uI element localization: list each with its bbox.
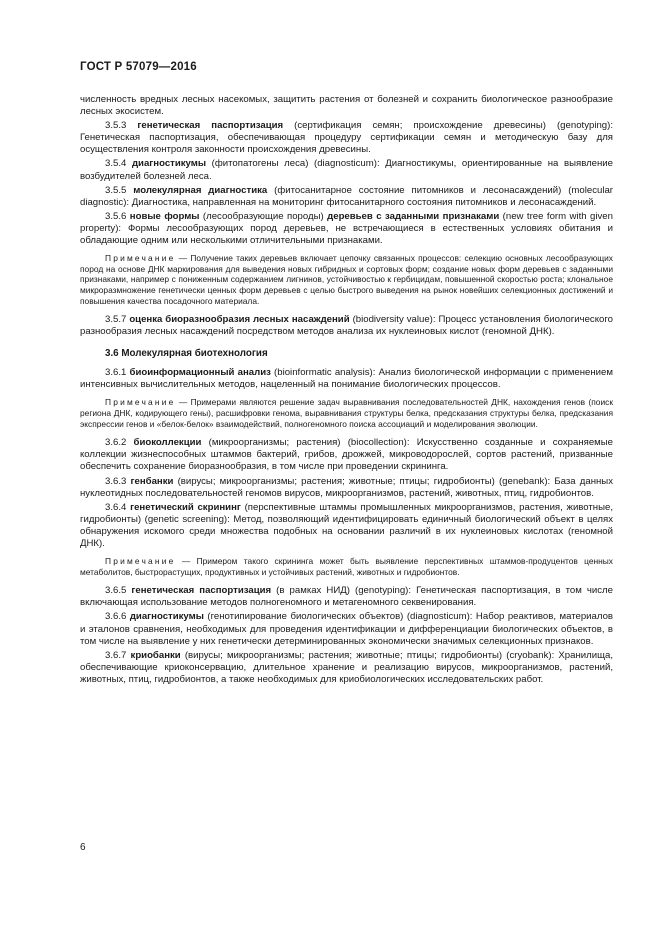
note-2 — [80, 397, 613, 429]
term-3-6-4 — [80, 502, 613, 550]
term-number: 3.5.7 — [105, 314, 127, 326]
term-number: 3.6.7 — [105, 649, 127, 661]
note-text: — Получение таких деревьев включает цепочку связанных процессов: селекцию основных лесообразующих пород на основе ДНК маркирования для выведения новых гибридных и сортовых форм; создание новых форм деревьев с заданными признаками, например с пониженным содержанием лигнинов, устойчивостью к гербицидам, повышенной скоростью роста; клональное микроразмножение генетически ценных форм деревьев с целью быстрого выведения на рынок новейших селекционных достижений и повышения качества посадочного материала. — [80, 253, 613, 306]
term-title-continued: деревьев с заданными признаками — [327, 210, 500, 222]
paragraph-continuation: численность вредных лесных насекомых, защитить растения от болезней и сохранить биологическое разнообразие лесных экосистем. — [80, 94, 613, 118]
term-number: 3.6.5 — [105, 585, 127, 597]
term-3-6-7 — [80, 650, 613, 686]
term-number: 3.6.6 — [105, 611, 127, 623]
term-definition: (перспективные штаммы промышленных микроорганизмов, растения, животные, гидробионты) (genetic screening): Метод, позволяющий идентифицировать единичный биологический объект в целях обнаружения искомого среди множества подобных на основании различий в их нуклеиновых кислотах (геномной ДНК). — [80, 501, 614, 549]
note-1 — [80, 253, 613, 306]
note-label: Примечание — [105, 556, 176, 567]
term-3-5-4 — [80, 158, 613, 182]
note-text: — Примером такого скрининга может быть выявление перспективных штаммов-продуцентов ценных метаболитов, быстрорастущих, продуктивных и устойчивых растений, животных и гидробионтов. — [80, 556, 613, 577]
term-definition: (фитопатогены леса) (diagnosticum): Диагностикумы, ориентированные на выявление возбудителей болезней леса. — [80, 158, 613, 182]
term-3-6-1 — [80, 367, 613, 391]
term-number: 3.5.3 — [105, 120, 127, 132]
term-3-5-6 — [80, 211, 613, 247]
term-title: молекулярная диагностика — [133, 184, 268, 196]
term-title: оценка биоразнообразия лесных насаждений — [129, 314, 350, 326]
term-3-6-3 — [80, 476, 613, 500]
page-number: 6 — [80, 842, 86, 853]
term-title: биоинформационный анализ — [129, 367, 271, 379]
term-number: 3.5.5 — [105, 184, 127, 196]
term-number: 3.6.4 — [105, 501, 127, 513]
term-3-5-5 — [80, 185, 613, 209]
term-title: диагностикумы — [129, 611, 204, 623]
term-number: 3.6.1 — [105, 367, 127, 379]
term-title: генетическая паспортизация — [131, 585, 272, 597]
term-number: 3.6.3 — [105, 475, 127, 487]
term-number: 3.6.2 — [105, 437, 127, 449]
term-definition: (микроорганизмы; растения) (biocollection): Искусственно созданные и сохраняемые коллекции жизнеспособных штаммов бактерий, грибов, дрожжей, микроводорослей, сортов растений, призванные обеспечить сохранение биоразнообразия, в том числе при проведении скрининга. — [80, 437, 613, 473]
term-title: биоколлекции — [133, 437, 202, 449]
term-definition: (biodiversity value): Процесс установления биологического разнообразия лесных насаждений посредством методов анализа их нуклеиновых кислот (геномной ДНК). — [80, 314, 613, 338]
document-body — [80, 94, 613, 688]
term-title: генетический скрининг — [130, 501, 241, 513]
note-3 — [80, 556, 613, 577]
term-title: криобанки — [130, 649, 181, 661]
term-definition: (фитосанитарное состояние питомников и лесонасаждений) (molecular diagnostic): Диагностика, направленная на мониторинг фитосанитарного состояния питомников и лесонасаждений. — [80, 184, 613, 208]
note-text: — Примерами являются решение задач выравнивания последовательностей ДНК, нахождения генов (поиск региона ДНК, кодирующего гены), расшифровки генома, выравнивания структуры белка, предсказания структуры белка, предсказания экспрессии генов и «белок-белок» взаимодействий, полногеномного поиска ассоциаций и моделирования эволюции. — [80, 397, 613, 429]
term-3-5-3 — [80, 120, 613, 156]
note-label: Примечание — [105, 397, 176, 408]
term-definition: (вирусы; микроорганизмы; растения; животные; птицы; гидробионты) (genebank): База данных нуклеотидных последовательностей геномов вирусов, микроорганизмов, растений, животных, птиц, гидробионтов. — [80, 475, 613, 499]
term-3-6-5 — [80, 585, 613, 609]
note-label: Примечание — [105, 253, 176, 264]
term-definition: (new tree form with given property): Формы лесообразующих пород деревьев, не встречающиеся в естественных условиях обитания и обладающие одним или несколькими отличительными признаками. — [80, 210, 613, 247]
term-definition: (в рамках НИД) (genotyping): Генетическая паспортизация, в том числе включающая использование методов полногеномного и метагеномного секвенирования. — [80, 585, 613, 609]
term-title: генбанки — [130, 475, 174, 487]
term-title: генетическая паспортизация — [137, 120, 284, 132]
term-3-6-6 — [80, 611, 613, 647]
term-number: 3.5.6 — [105, 210, 127, 222]
term-3-6-2 — [80, 437, 613, 473]
term-title: новые формы — [129, 210, 200, 222]
section-heading-3-6: 3.6 Молекулярная биотехнология — [105, 348, 268, 360]
term-3-5-7 — [80, 314, 613, 338]
term-title: диагностикумы — [131, 158, 207, 170]
term-definition: (bioinformatic analysis): Анализ биологической информации с применением интенсивных вычислительных методов, нацеленный на понимание биологических процессов. — [80, 367, 613, 391]
term-definition: (генотипирование биологических объектов) (diagnosticum): Набор реактивов, материалов и эталонов сравнения, необходимых для проведения идентификации и дифференциации биологических объектов, в том числе на выявление у них генетически детерминированных экономически значимых селекционных признаков. — [80, 611, 613, 647]
term-definition: (сертификация семян; происхождение древесины) (genotyping): Генетическая паспортизация, обеспечивающая процедуру сертификации семян и методическую базу для осуществления контроля законности происхождения древесины. — [80, 120, 613, 156]
document-header: ГОСТ Р 57079—2016 — [80, 61, 197, 73]
term-qualifier: (лесообразующие породы) — [199, 210, 328, 222]
term-definition: (вирусы; микроорганизмы; растения; животные; птицы; гидробионты) (cryobank): Хранилища, обеспечивающие криоконсервацию, длительное хранение и реализацию вирусов, микроорганизмов, растений, животных, птиц, гидробионтов, а также необходимых для криобиологических исследовательских работ. — [80, 649, 613, 685]
term-number: 3.5.4 — [105, 158, 127, 170]
